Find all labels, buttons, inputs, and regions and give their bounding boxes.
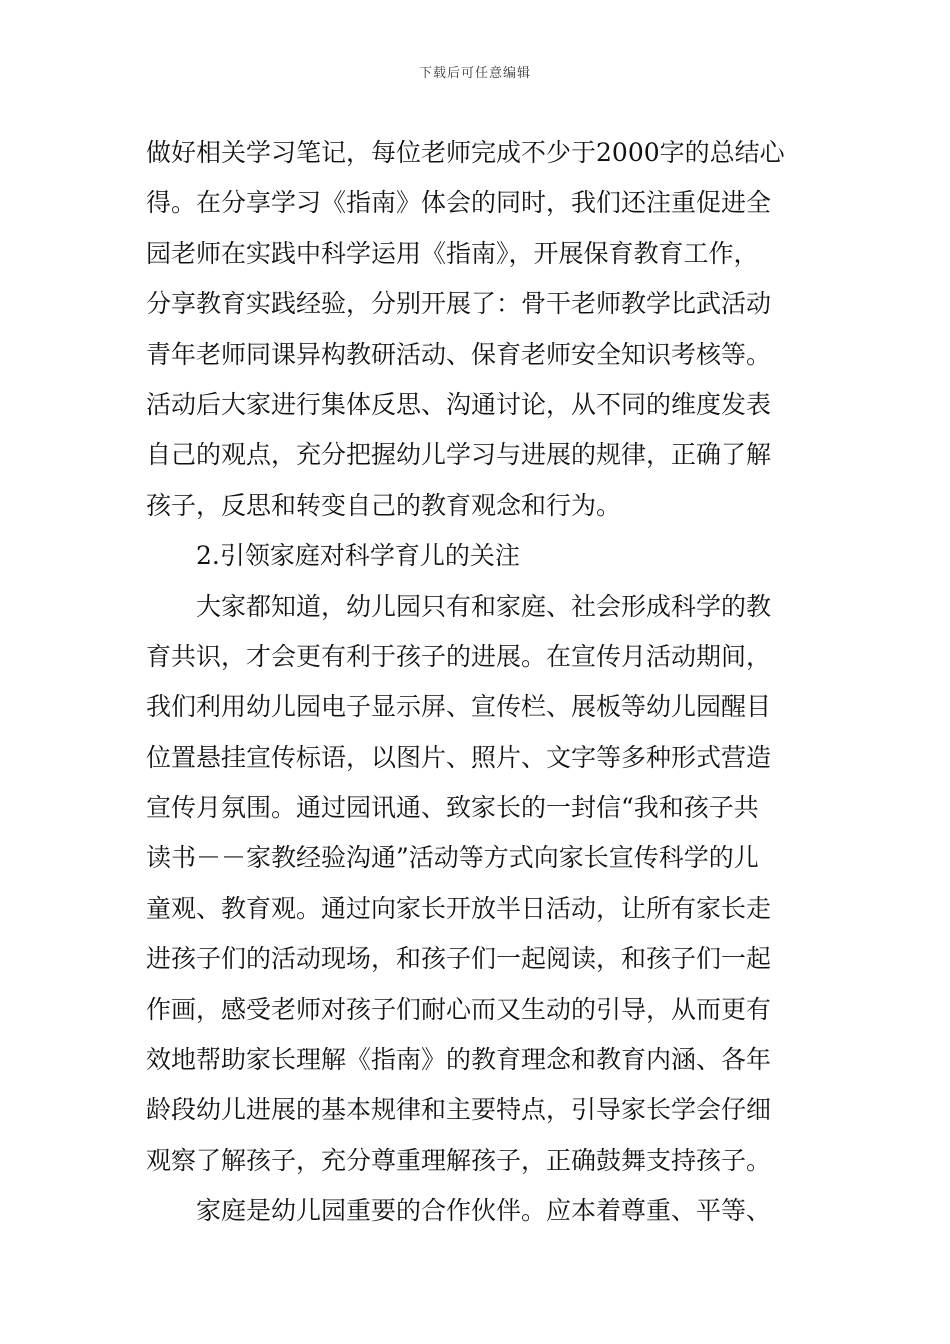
text-line: 读书－－家教经验沟通”活动等方式向家长宣传科学的儿 [146,843,759,873]
section-heading: 2.引领家庭对科学育儿的关注 [196,541,520,571]
text-line: 孩子，反思和转变自己的教育观念和行为。 [146,490,622,520]
text-line: 自己的观点，充分把握幼儿学习与进展的规律，正确了解 [146,440,772,470]
text-line: 得。在分享学习《指南》体会的同时，我们还注重促进全 [146,188,772,218]
text-line: 观察了解孩子，充分尊重理解孩子，正确鼓舞支持孩子。 [146,1145,772,1175]
text-line: 育共识，才会更有利于孩子的进展。在宣传月活动期间， [146,641,772,671]
text-line: 童观、教育观。通过向家长开放半日活动，让所有家长走 [146,893,772,923]
text-line: 分享教育实践经验，分别开展了：骨干老师教学比武活动 [146,289,772,319]
text-line: 效地帮助家长理解《指南》的教育理念和教育内涵、各年 [146,1045,772,1075]
text-line: 位置悬挂宣传标语，以图片、照片、文字等多种形式营造 [146,742,772,772]
text-line: 活动后大家进行集体反思、沟通讨论，从不同的维度发表 [146,389,772,419]
text-line: 宣传月氛围。通过园讯通、致家长的一封信“我和孩子共 [146,793,759,823]
text-line: 作画，感受老师对孩子们耐心而又生动的引导，从而更有 [146,994,772,1024]
body-text [146,128,808,1237]
text-line: 我们利用幼儿园电子显示屏、宣传栏、展板等幼儿园醒目 [146,692,772,722]
paragraph-start: 大家都知道，幼儿园只有和家庭、社会形成科学的教 [196,591,772,621]
text-line: 做好相关学习笔记，每位老师完成不少于2000字的总结心 [146,138,785,167]
paragraph-start: 家庭是幼儿园重要的合作伙伴。应本着尊重、平等、 [196,1196,772,1226]
text-line: 园老师在实践中科学运用《指南》，开展保育教育工作， [146,238,759,268]
text-line: 青年老师同课异构教研活动、保育老师安全知识考核等。 [146,339,772,369]
text-line: 进孩子们的活动现场，和孩子们一起阅读，和孩子们一起 [146,944,772,974]
page-header: 下载后可任意编辑 [418,66,531,81]
text-line: 龄段幼儿进展的基本规律和主要特点，引导家长学会仔细 [146,1095,772,1125]
